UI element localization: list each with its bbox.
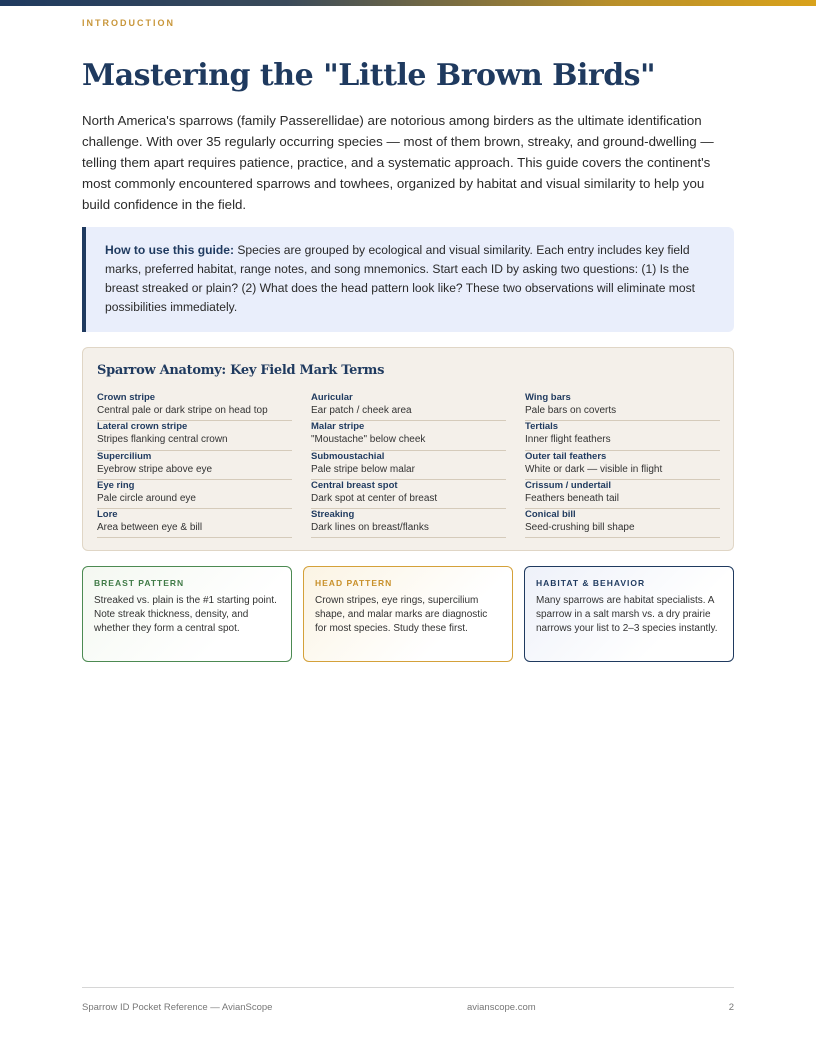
term-definition: Pale bars on coverts: [525, 405, 617, 416]
callout-text: Species are grouped by ecological and visual similarity. Each entry includes key field marks, preferred habitat, range notes, and song mnemonics. Start each ID by asking two questions: (1) Is the breast streaked or plain? (2) What does the head pattern look like? These two observations will eliminate most possibilities immediately.: [105, 243, 695, 314]
term-definition: Feathers beneath tail: [525, 492, 619, 504]
term-definition: Dark spot at center of breast: [311, 492, 438, 504]
term-definition: Ear patch / cheek area: [311, 405, 412, 416]
tip-title: HABITAT & BEHAVIOR: [536, 578, 646, 588]
term-definition: Central pale or dark stripe on head top: [97, 405, 268, 416]
tip-body: Many sparrows are habitat specialists. A sparrow in a salt marsh vs. a dry prairie narrows your list to 2–3 species instantly.: [536, 595, 718, 634]
footer-website: avianscope.com: [467, 1002, 536, 1013]
how-to-use-callout: [82, 227, 734, 332]
tip-body: Streaked vs. plain is the #1 starting point. Note streak thickness, density, and whether they form a central spot.: [94, 595, 277, 634]
anatomy-term: [97, 421, 292, 450]
callout-lead: How to use this guide:: [105, 243, 234, 257]
term-name: Lore: [97, 509, 118, 521]
term-definition: Seed-crushing bill shape: [525, 522, 635, 534]
anatomy-term: [525, 421, 720, 450]
term-name: Tertials: [525, 421, 559, 433]
anatomy-column-2: [311, 392, 506, 538]
anatomy-column-3: [525, 392, 720, 538]
anatomy-title: Sparrow Anatomy: Key Field Mark Terms: [97, 363, 385, 378]
tip-card-breast-pattern: [82, 566, 292, 662]
term-name: Auricular: [311, 392, 353, 403]
footer-divider: [82, 987, 734, 988]
anatomy-term: [525, 392, 720, 421]
term-name: Eye ring: [97, 479, 135, 491]
anatomy-term: [311, 509, 506, 538]
term-definition: "Moustache" below cheek: [311, 434, 426, 446]
anatomy-column-1: [97, 392, 292, 538]
tip-card-habitat-behavior: [524, 566, 734, 662]
tip-card-head-pattern: [303, 566, 513, 662]
term-definition: Stripes flanking central crown: [97, 434, 228, 446]
term-name: Outer tail feathers: [525, 450, 607, 462]
anatomy-term: [311, 451, 506, 480]
term-name: Conical bill: [525, 509, 576, 521]
term-name: Crissum / undertail: [525, 479, 612, 491]
anatomy-term: [97, 451, 292, 480]
page-title: Mastering the "Little Brown Birds": [82, 58, 656, 93]
term-name: Malar stripe: [311, 421, 365, 433]
anatomy-term: [97, 392, 292, 421]
anatomy-term: [525, 451, 720, 480]
tip-body: Crown stripes, eye rings, supercilium shape, and malar marks are diagnostic for most species. Study these first.: [315, 595, 488, 634]
term-definition: Pale circle around eye: [97, 492, 196, 504]
page-number: 2: [728, 1002, 734, 1013]
tip-title: BREAST PATTERN: [94, 578, 185, 588]
anatomy-term: [525, 480, 720, 509]
anatomy-term: [311, 392, 506, 421]
term-name: Crown stripe: [97, 392, 156, 403]
term-name: Supercilium: [97, 450, 152, 462]
anatomy-term: [97, 509, 292, 538]
intro-paragraph: North America's sparrows (family Passerellidae) are notorious among birders as the ultimate identification challenge. With over 35 regularly occurring species — most of them brown, streaky, and ground-dwelling — telling them apart requires patience, practice, and a systematic approach. This guide covers the continent's most commonly encountered sparrows and towhees, organized by habitat and visual similarity to help you build confidence in the field.: [82, 113, 714, 212]
anatomy-term: [525, 509, 720, 538]
anatomy-term: [97, 480, 292, 509]
term-definition: Dark lines on breast/flanks: [311, 522, 429, 534]
footer-publication: Sparrow ID Pocket Reference — AvianScope: [82, 1002, 273, 1013]
term-name: Lateral crown stripe: [97, 421, 188, 433]
term-name: Wing bars: [525, 392, 571, 403]
anatomy-panel: [82, 347, 734, 551]
term-name: Central breast spot: [311, 479, 398, 491]
term-name: Streaking: [311, 509, 355, 521]
term-name: Submoustachial: [311, 450, 385, 462]
term-definition: Area between eye & bill: [97, 522, 203, 534]
anatomy-term: [311, 421, 506, 450]
top-accent-bar: [0, 0, 816, 6]
term-definition: Pale stripe below malar: [311, 463, 415, 475]
tip-title: HEAD PATTERN: [315, 578, 393, 588]
anatomy-term: [311, 480, 506, 509]
term-definition: Inner flight feathers: [525, 434, 611, 446]
term-definition: White or dark — visible in flight: [525, 463, 663, 475]
term-definition: Eyebrow stripe above eye: [97, 463, 213, 475]
section-label: INTRODUCTION: [82, 18, 175, 28]
